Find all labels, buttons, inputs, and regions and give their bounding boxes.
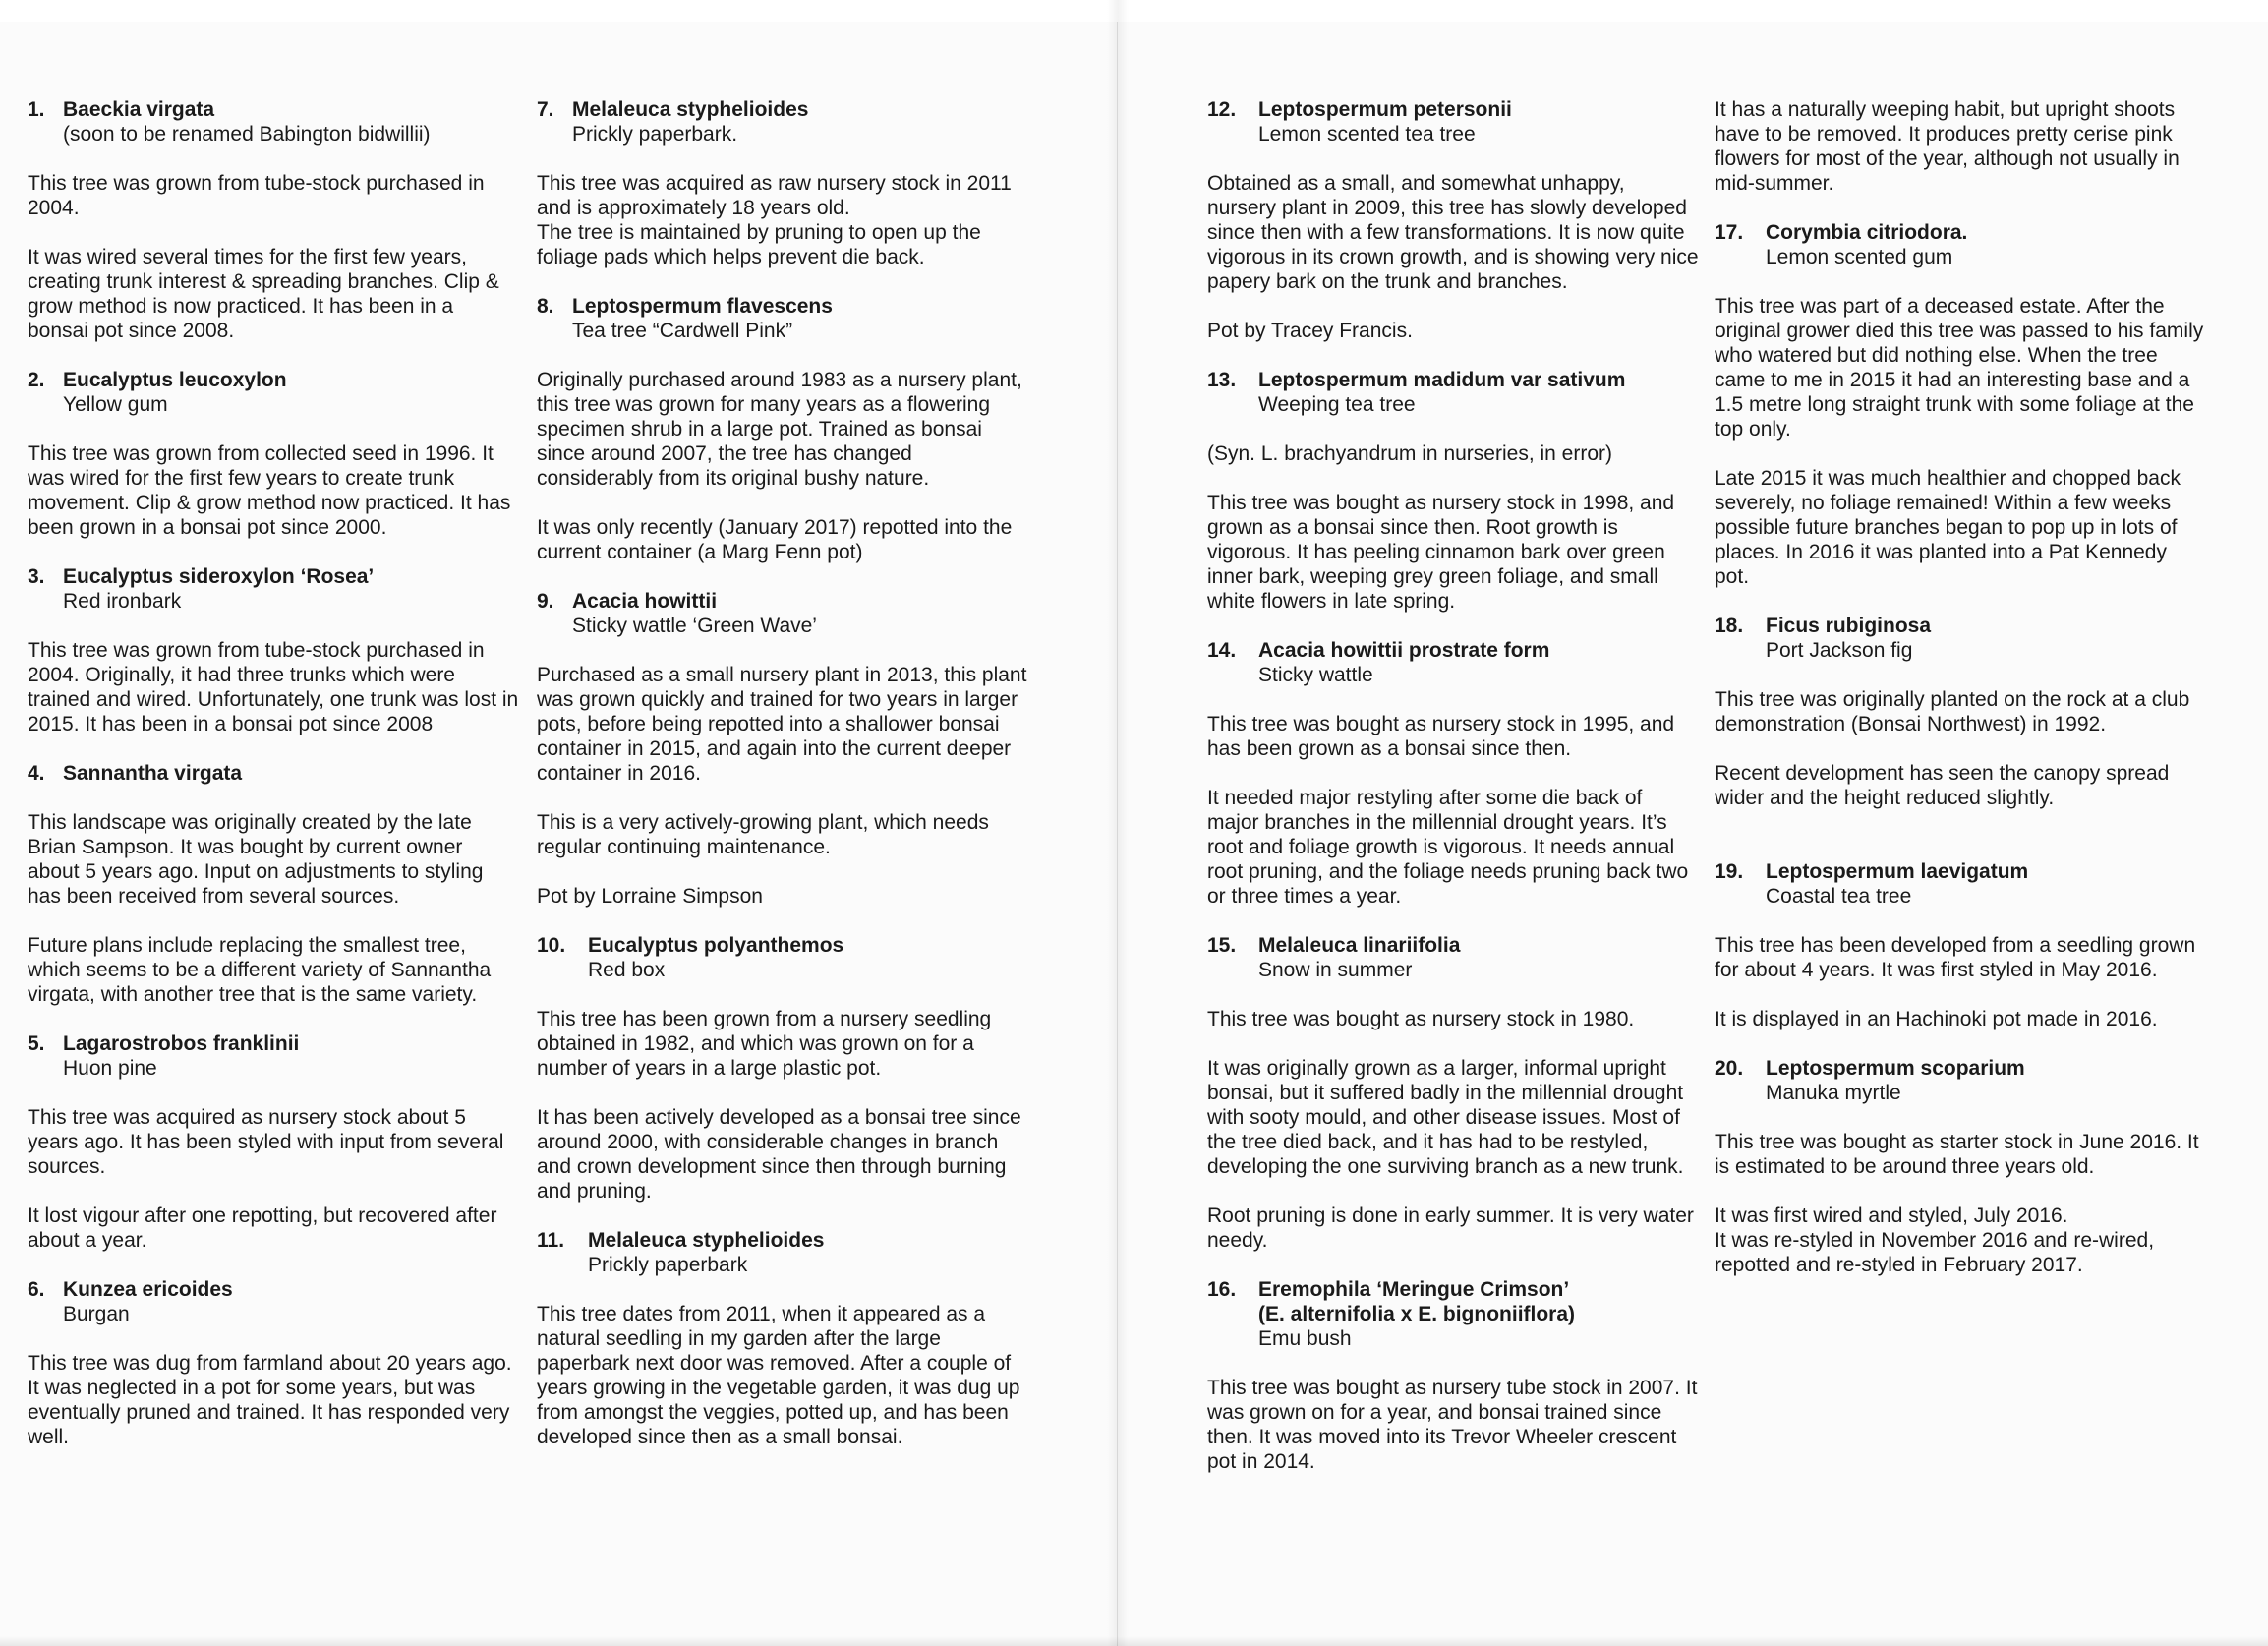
entry-common-name: (soon to be renamed Babington bidwillii) xyxy=(63,123,431,146)
entry-paragraph: It has been actively developed as a bonsai tree since around 2000, with considerable changes in branch and crown development since then through burning and pruning. xyxy=(537,1106,1021,1203)
entry-number: 20. xyxy=(1715,1057,1744,1080)
entry-common-name: Lemon scented tea tree xyxy=(1258,123,1476,146)
entry-paragraph: This tree has been developed from a seedling grown for about 4 years. It was first styled in May 2016. xyxy=(1715,934,2196,981)
entry-number: 9. xyxy=(537,590,554,613)
entry-19 xyxy=(1715,859,2206,1031)
entry-paragraph: This tree was bought as nursery stock in 1980. xyxy=(1207,1008,1635,1030)
entry-paragraph: This tree was part of a deceased estate. After the original grower died this tree was passed to his family who watered but did nothing else. When the tree came to me in 2015 it had an interesting base and a 1.5 metre long straight trunk with some foliage at the top only. xyxy=(1715,295,2204,441)
entry-14 xyxy=(1207,638,1699,909)
column-3 xyxy=(1207,97,1699,1499)
entry-paragraph: Obtained as a small, and somewhat unhappy, nursery plant in 2009, this tree has slowly developed since then with a few transformations. It is now quite vigorous in its crown growth, and is showing very nice papery bark on the trunk and branches. xyxy=(1207,172,1699,293)
entry-2 xyxy=(28,368,519,540)
entry-title: Acacia howittii xyxy=(572,590,718,613)
entry-title: Ficus rubiginosa xyxy=(1766,615,1932,637)
entry-paragraph: It was wired several times for the first few years, creating trunk interest & spreading branches. Clip & grow method is now practiced. It has been in a bonsai pot since 2008. xyxy=(28,246,499,342)
entry-16 xyxy=(1207,1277,1699,1474)
entry-title: Eucalyptus leucoxylon xyxy=(63,369,287,391)
entry-number: 2. xyxy=(28,369,45,391)
column-4 xyxy=(1715,97,2206,1302)
entry-paragraph: This tree was bought as nursery tube stock in 2007. It was grown on for a year, and bonsai trained since then. It was moved into its Trevor Wheeler crescent pot in 2014. xyxy=(1207,1377,1698,1473)
entry-title: Leptospermum madidum var sativum xyxy=(1258,369,1626,391)
entry-paragraph: It needed major restyling after some die back of major branches in the millennial drought years. It’s root and foliage growth is vigorous. It needs annual root pruning, and the foliage needs pruning back two or three times a year. xyxy=(1207,787,1689,908)
entry-paragraph: Pot by Tracey Francis. xyxy=(1207,320,1413,342)
entry-paragraph: This tree was originally planted on the rock at a club demonstration (Bonsai Northwest) in 1992. xyxy=(1715,688,2190,735)
entry-number: 1. xyxy=(28,98,45,121)
entry-title-line-2: (E. alternifolia x E. bignoniiflora) xyxy=(1258,1303,1576,1325)
entry-number: 8. xyxy=(537,295,554,318)
entry-title: Leptospermum scoparium xyxy=(1766,1057,2025,1080)
entry-title: Leptospermum flavescens xyxy=(572,295,833,318)
entry-common-name: Manuka myrtle xyxy=(1766,1082,1901,1104)
entry-16-continued-paragraph: It has a naturally weeping habit, but upright shoots have to be removed. It produces pretty cerise pink flowers for most of the year, although not usually in mid-summer. xyxy=(1715,98,2180,195)
entry-title: Corymbia citriodora. xyxy=(1766,221,1968,244)
entry-title: Eucalyptus sideroxylon ‘Rosea’ xyxy=(63,565,375,588)
entry-paragraph: This tree was acquired as raw nursery stock in 2011 and is approximately 18 years old. The tree is maintained by pruning to open up the foliage pads which helps prevent die back. xyxy=(537,172,1012,268)
entry-title: Leptospermum petersonii xyxy=(1258,98,1512,121)
entry-paragraph: Root pruning is done in early summer. It is very water needy. xyxy=(1207,1205,1694,1252)
entry-common-name: Port Jackson fig xyxy=(1766,639,1913,662)
entry-paragraph: It was originally grown as a larger, informal upright bonsai, but it suffered badly in the millennial drought with sooty mould, and other disease issues. Most of the tree died back, and it has had to be restyled, developing the one surviving branch as a new trunk. xyxy=(1207,1057,1684,1178)
entry-common-name: Coastal tea tree xyxy=(1766,885,1912,908)
entry-common-name: Sticky wattle ‘Green Wave’ xyxy=(572,615,817,637)
entry-common-name: Weeping tea tree xyxy=(1258,393,1416,416)
entry-paragraph: It is displayed in an Hachinoki pot made in 2016. xyxy=(1715,1008,2158,1030)
entry-common-name: Burgan xyxy=(63,1303,130,1325)
entry-paragraph: This tree was bought as nursery stock in 1995, and has been grown as a bonsai since then. xyxy=(1207,713,1675,760)
entry-common-name: Sticky wattle xyxy=(1258,664,1373,686)
entry-18 xyxy=(1715,614,2206,810)
entry-13 xyxy=(1207,368,1699,614)
entry-title: Acacia howittii prostrate form xyxy=(1258,639,1550,662)
entry-paragraph: Future plans include replacing the smallest tree, which seems to be a different variety of Sannantha virgata, with another tree that is the same variety. xyxy=(28,934,492,1006)
entry-number: 13. xyxy=(1207,369,1237,391)
entry-paragraph: This tree has been grown from a nursery seedling obtained in 1982, and which was grown on for a number of years in a large plastic pot. xyxy=(537,1008,992,1080)
entry-paragraph: This tree was bought as nursery stock in 1998, and grown as a bonsai since then. Root growth is vigorous. It has peeling cinnamon bark over green inner bark, weeping grey green foliage, and small white flowers in late spring. xyxy=(1207,492,1675,613)
entry-3 xyxy=(28,564,519,736)
entry-paragraph: This landscape was originally created by the late Brian Sampson. It was bought by current owner about 5 years ago. Input on adjustments to styling has been received from several sources. xyxy=(28,811,484,908)
entry-paragraph: This tree was acquired as nursery stock about 5 years ago. It has been styled with input from several sources. xyxy=(28,1106,504,1178)
entry-17 xyxy=(1715,220,2206,589)
entry-title: Lagarostrobos franklinii xyxy=(63,1032,300,1055)
entry-10 xyxy=(537,933,1028,1204)
entry-paragraph: This tree was bought as starter stock in June 2016. It is estimated to be around three years old. xyxy=(1715,1131,2199,1178)
entry-number: 6. xyxy=(28,1278,45,1301)
entry-6 xyxy=(28,1277,519,1449)
entry-number: 14. xyxy=(1207,639,1237,662)
entry-title: Melaleuca styphelioides xyxy=(588,1229,825,1252)
entry-number: 18. xyxy=(1715,615,1744,637)
entry-paragraph: This tree was dug from farmland about 20 years ago. It was neglected in a pot for some years, but was eventually pruned and trained. It has responded very well. xyxy=(28,1352,512,1448)
entry-title: Eucalyptus polyanthemos xyxy=(588,934,844,957)
page-fold xyxy=(1107,0,1129,1646)
entry-5 xyxy=(28,1031,519,1253)
entry-1 xyxy=(28,97,519,343)
entry-paragraph: It was first wired and styled, July 2016. It was re-styled in November 2016 and re-wired, repotted and re-styled in February 2017. xyxy=(1715,1205,2155,1276)
entry-common-name: Prickly paperbark xyxy=(588,1254,748,1276)
entry-7 xyxy=(537,97,1028,269)
entry-paragraph: This tree was grown from tube-stock purchased in 2004. Originally, it had three trunks which were trained and wired. Unfortunately, one trunk was lost in 2015. It has been in a bonsai pot since 2008 xyxy=(28,639,519,735)
entry-paragraph: Originally purchased around 1983 as a nursery plant, this tree was grown for many years as a flowering specimen shrub in a large pot. Trained as bonsai since around 2007, the tree has changed considerably from its original bushy nature. xyxy=(537,369,1022,490)
entry-number: 17. xyxy=(1715,221,1744,244)
entry-number: 5. xyxy=(28,1032,45,1055)
entry-number: 10. xyxy=(537,934,566,957)
entry-paragraph: Purchased as a small nursery plant in 2013, this plant was grown quickly and trained for two years in larger pots, before being repotted into a shallower bonsai container in 2015, and again into the current deeper container in 2016. xyxy=(537,664,1027,785)
entry-number: 11. xyxy=(537,1229,565,1252)
entry-title: Melaleuca styphelioides xyxy=(572,98,809,121)
entry-9 xyxy=(537,589,1028,909)
bottom-shadow xyxy=(0,1636,2268,1646)
entry-common-name: Yellow gum xyxy=(63,393,168,416)
entry-paragraph: It was only recently (January 2017) repotted into the current container (a Marg Fenn pot) xyxy=(537,516,1013,563)
entry-paragraph: This tree dates from 2011, when it appeared as a natural seedling in my garden after the large paperbark next door was removed. After a couple of years growing in the vegetable garden, it was dug up from amongst the veggies, potted up, and has been developed since then as a small bonsai. xyxy=(537,1303,1020,1448)
entry-common-name: Huon pine xyxy=(63,1057,157,1080)
entry-common-name: Lemon scented gum xyxy=(1766,246,1953,268)
entry-4 xyxy=(28,761,519,1007)
entry-paragraph: Late 2015 it was much healthier and chopped back severely, no foliage remained! Within a few weeks possible future branches began to pop up in lots of places. In 2016 it was planted into a Pat Kennedy pot. xyxy=(1715,467,2181,588)
entry-title: Kunzea ericoides xyxy=(63,1278,233,1301)
entry-common-name: Prickly paperbark. xyxy=(572,123,738,146)
entry-number: 4. xyxy=(28,762,45,785)
entry-common-name: Red ironbark xyxy=(63,590,182,613)
entry-number: 16. xyxy=(1207,1278,1237,1301)
entry-11 xyxy=(537,1228,1028,1449)
entry-number: 12. xyxy=(1207,98,1237,121)
column-2 xyxy=(537,97,1028,1474)
entry-title: Baeckia virgata xyxy=(63,98,215,121)
entry-paragraph: This tree was grown from collected seed in 1996. It was wired for the first few years to create trunk movement. Clip & grow method now practiced. It has been grown in a bonsai pot since 2000. xyxy=(28,442,511,539)
entry-paragraph: Pot by Lorraine Simpson xyxy=(537,885,763,908)
entry-paragraph: (Syn. L. brachyandrum in nurseries, in error) xyxy=(1207,442,1612,465)
entry-common-name: Red box xyxy=(588,959,666,981)
entry-common-name: Tea tree “Cardwell Pink” xyxy=(572,320,793,342)
column-1 xyxy=(28,97,519,1474)
entry-20 xyxy=(1715,1056,2206,1277)
entry-12 xyxy=(1207,97,1699,343)
entry-paragraph: This is a very actively-growing plant, which needs regular continuing maintenance. xyxy=(537,811,989,858)
entry-title: Eremophila ‘Meringue Crimson’ xyxy=(1258,1278,1570,1301)
entry-15 xyxy=(1207,933,1699,1253)
entry-common-name: Snow in summer xyxy=(1258,959,1413,981)
entry-number: 3. xyxy=(28,565,45,588)
entry-common-name: Emu bush xyxy=(1258,1327,1352,1350)
entry-paragraph: Recent development has seen the canopy spread wider and the height reduced slightly. xyxy=(1715,762,2170,809)
entry-title: Melaleuca linariifolia xyxy=(1258,934,1461,957)
entry-title: Sannantha virgata xyxy=(63,762,243,785)
entry-paragraph: It lost vigour after one repotting, but recovered after about a year. xyxy=(28,1205,497,1252)
entry-paragraph: This tree was grown from tube-stock purchased in 2004. xyxy=(28,172,485,219)
entry-number: 7. xyxy=(537,98,554,121)
entry-number: 19. xyxy=(1715,860,1744,883)
entry-number: 15. xyxy=(1207,934,1237,957)
entry-8 xyxy=(537,294,1028,564)
entry-title: Leptospermum laevigatum xyxy=(1766,860,2029,883)
spacer xyxy=(1715,835,2206,859)
